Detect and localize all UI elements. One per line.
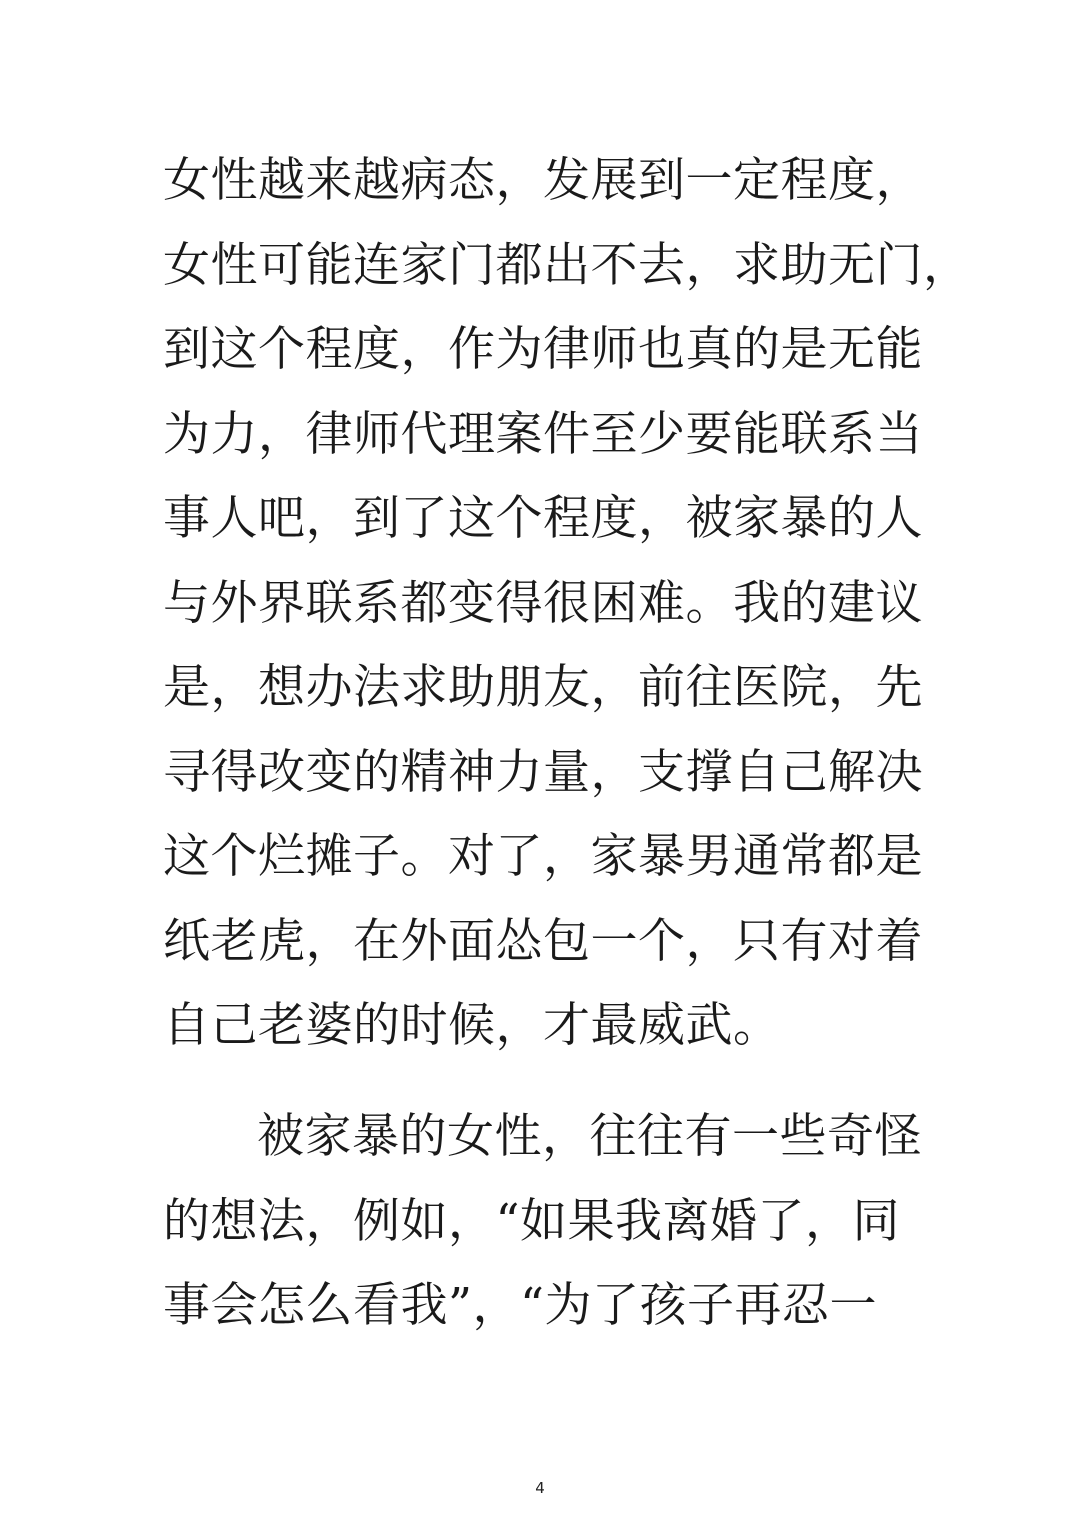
- text-line: 寻得改变的精神力量，支撑自己解决: [163, 745, 923, 800]
- text-line: 女性可能连家门都出不去，求助无门，: [163, 238, 971, 293]
- text-line: 这个烂摊子。对了，家暴男通常都是: [163, 829, 923, 884]
- text-line: 的想法，例如，“如果我离婚了，同: [163, 1194, 901, 1249]
- page-number: 4: [535, 1479, 545, 1497]
- text-line: 为力，律师代理案件至少要能联系当: [163, 407, 923, 462]
- text-line: 纸老虎，在外面怂包一个，只有对着: [163, 914, 923, 969]
- text-line: 与外界联系都变得很困难。我的建议: [163, 576, 923, 631]
- text-line: 到这个程度，作为律师也真的是无能: [163, 322, 923, 377]
- text-line: 女性越来越病态，发展到一定程度，: [163, 153, 923, 208]
- text-line: 事人吧，到了这个程度，被家暴的人: [163, 491, 923, 546]
- text-line: 是，想办法求助朋友，前往医院，先: [163, 660, 923, 715]
- text-line: 自己老婆的时候，才最威武。: [163, 998, 781, 1053]
- text-line: 被家暴的女性，往往有一些奇怪: [257, 1109, 922, 1164]
- text-line: 事会怎么看我”，“为了孩子再忍一: [163, 1278, 878, 1333]
